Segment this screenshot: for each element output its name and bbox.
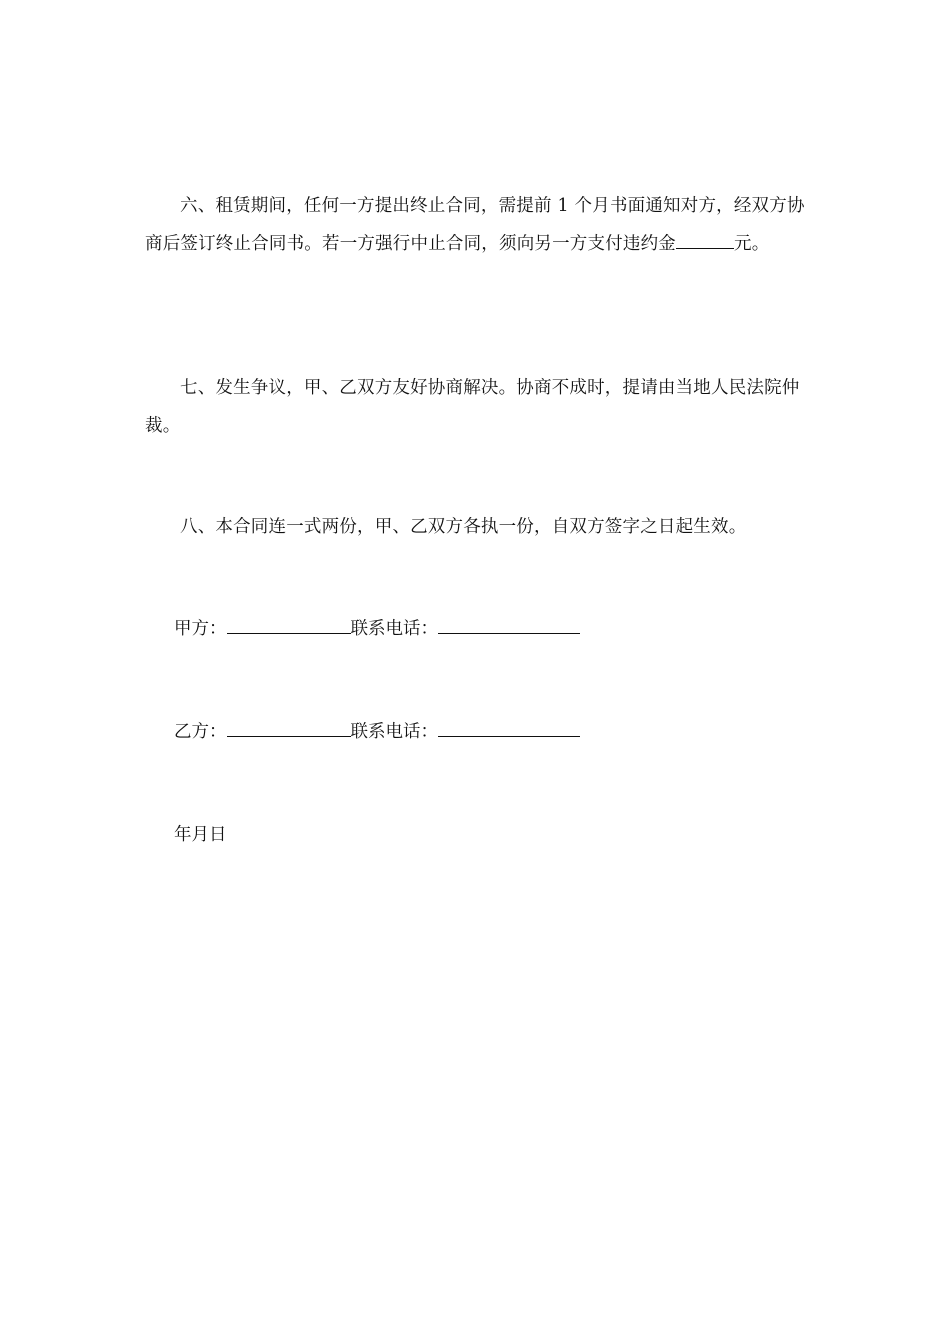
clause-eight: 八、本合同连一式两份，甲、乙双方各执一份，自双方签字之日起生效。 — [180, 517, 747, 537]
party-b-signature-line — [174, 717, 580, 747]
party-a-signature-line — [174, 614, 580, 644]
party-a-label: 甲方： — [174, 619, 227, 639]
party-b-label: 乙方： — [174, 722, 227, 742]
clause-six — [145, 187, 807, 263]
date-line: 年月日 — [174, 825, 227, 845]
party-a-phone-blank — [438, 615, 580, 634]
clause-six-text: 六、租赁期间，任何一方提出终止合同，需提前 1 个月书面通知对方，经双方协商后签订终止合同书。若一方强行中止合同，须向另一方支付违约金 — [145, 196, 805, 254]
penalty-amount-blank — [676, 232, 724, 249]
party-b-name-blank — [227, 718, 351, 737]
clause-seven: 七、发生争议，甲、乙双方友好协商解决。协商不成时，提请由当地人民法院仲裁。 — [145, 378, 800, 436]
party-b-phone-label: 联系电话： — [350, 722, 438, 742]
party-a-phone-label: 联系电话： — [350, 619, 438, 639]
penalty-amount-blank-continued — [724, 232, 734, 249]
clause-six-unit: 元。 — [734, 234, 770, 254]
party-b-phone-blank — [438, 718, 580, 737]
party-a-name-blank — [227, 615, 351, 634]
